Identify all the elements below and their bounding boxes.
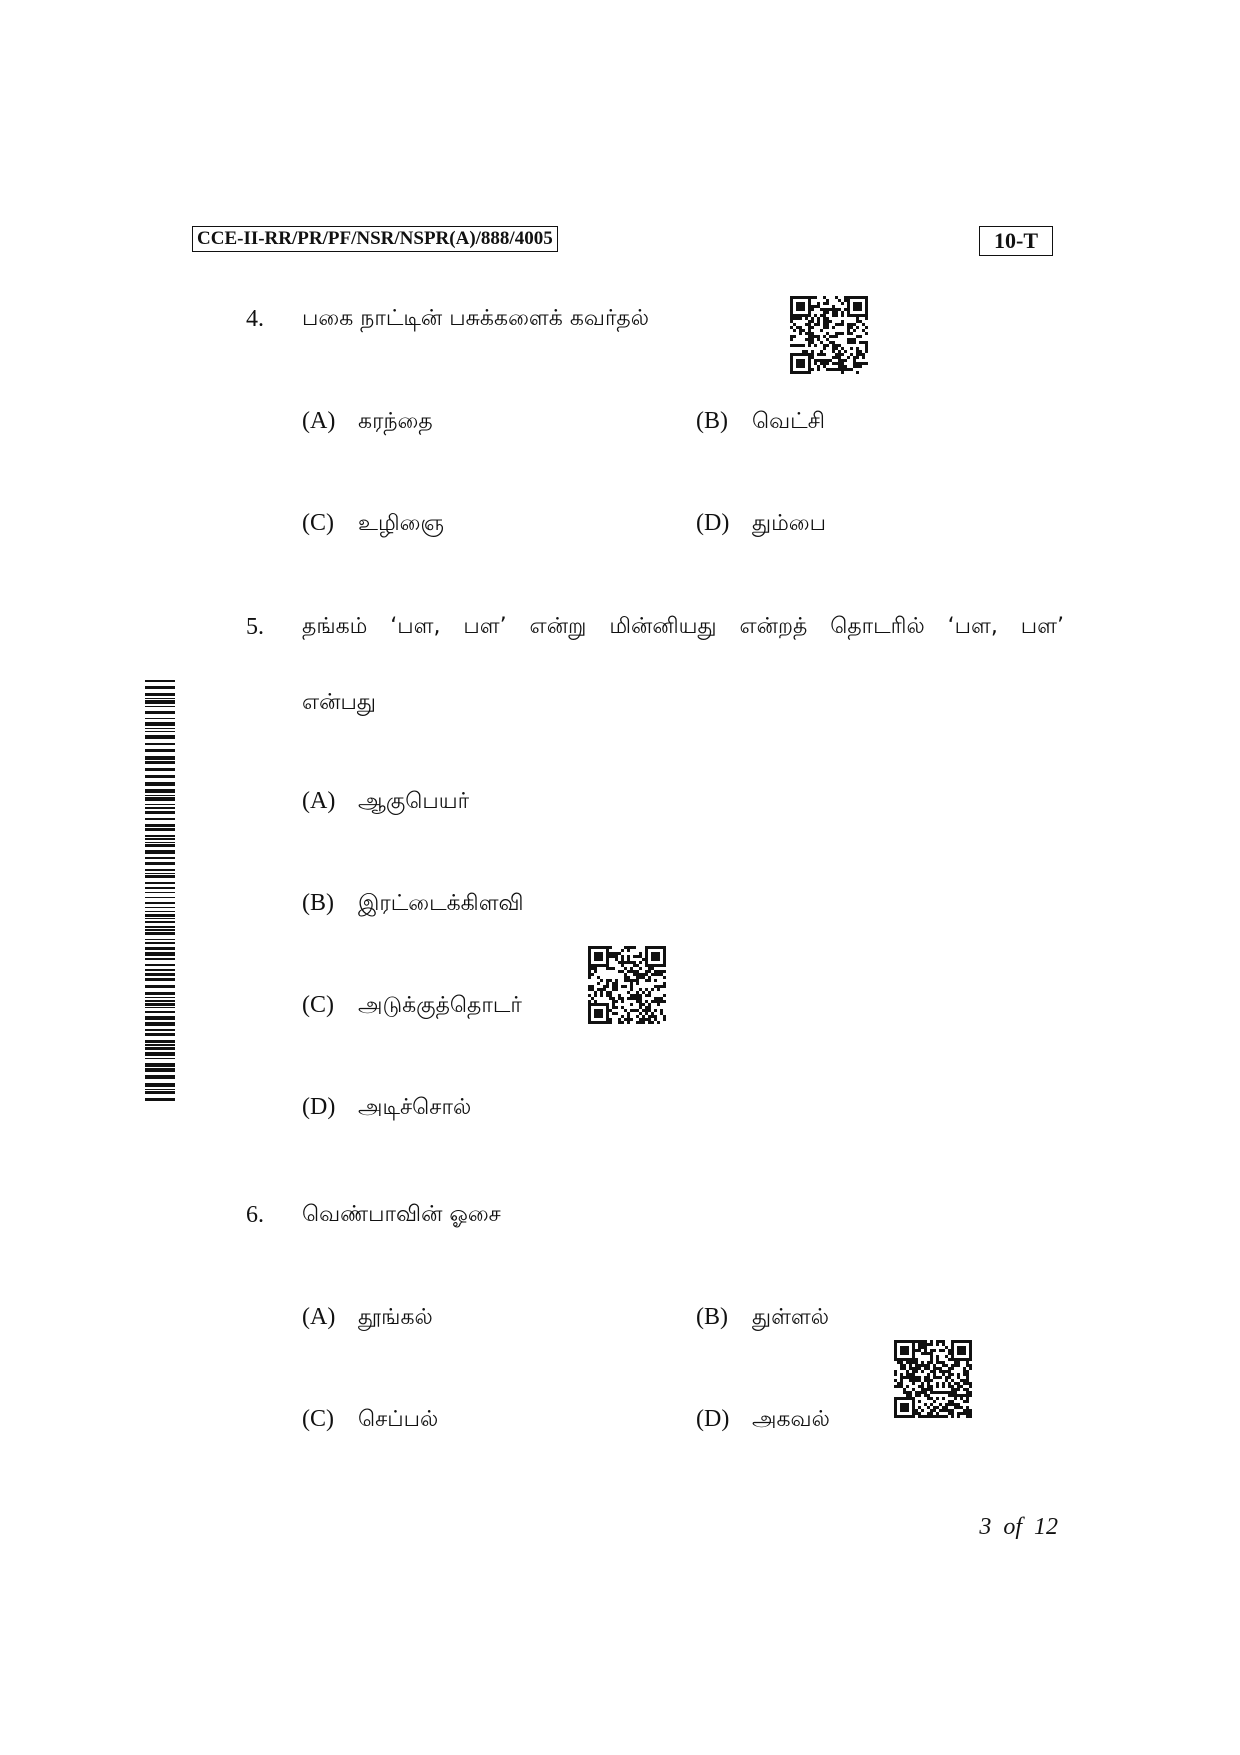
- option-label: (D): [696, 510, 730, 536]
- option-label: (D): [696, 1406, 730, 1432]
- option-label: (A): [302, 1304, 336, 1330]
- option-text: தும்பை: [752, 511, 826, 536]
- option-text: இரட்டைக்கிளவி: [358, 891, 524, 916]
- option-d[interactable]: [696, 508, 826, 539]
- option-a[interactable]: [302, 1302, 433, 1333]
- question-number: 5.: [246, 614, 264, 640]
- page-number: 3 of 12: [979, 1514, 1058, 1540]
- option-b[interactable]: [696, 1302, 829, 1333]
- option-text: செப்பல்: [358, 1407, 439, 1432]
- option-b[interactable]: [302, 888, 524, 919]
- option-text: உழிஞை: [358, 511, 445, 536]
- option-text: தூங்கல்: [358, 1305, 433, 1330]
- option-label: (C): [302, 1406, 334, 1432]
- question-text: பகை நாட்டின் பசுக்களைக் கவர்தல்: [302, 306, 650, 331]
- option-c[interactable]: [302, 508, 444, 539]
- option-label: (B): [302, 890, 334, 916]
- option-a[interactable]: [302, 406, 433, 437]
- option-d[interactable]: [696, 1404, 830, 1435]
- question-number: 4.: [246, 306, 264, 332]
- option-text: கரந்தை: [358, 409, 433, 434]
- option-label: (D): [302, 1094, 336, 1120]
- option-label: (C): [302, 510, 334, 536]
- barcode-icon: [145, 680, 175, 1104]
- option-c[interactable]: [302, 990, 522, 1021]
- option-text: ஆகுபெயர்: [358, 789, 470, 814]
- question-text-line-2: என்பது: [302, 690, 376, 715]
- option-label: (C): [302, 992, 334, 1018]
- qr-code-icon: [894, 1340, 972, 1418]
- option-c[interactable]: [302, 1404, 438, 1435]
- question-number: 6.: [246, 1202, 264, 1228]
- question-text: வெண்பாவின் ஓசை: [302, 1202, 501, 1227]
- qr-code-icon: [588, 946, 666, 1024]
- option-text: அடிச்சொல்: [358, 1095, 472, 1120]
- option-d[interactable]: [302, 1092, 471, 1123]
- option-label: (B): [696, 408, 728, 434]
- option-text: துள்ளல்: [752, 1305, 830, 1330]
- qr-code-icon: [790, 296, 868, 374]
- option-label: (A): [302, 408, 336, 434]
- option-label: (A): [302, 788, 336, 814]
- option-text: அடுக்குத்தொடர்: [358, 993, 522, 1018]
- question-text-line-1: தங்கம் ‘பள, பள’ என்று மின்னியது என்றத் தொடரில் ‘பள, பள’: [302, 614, 1064, 639]
- option-text: அகவல்: [752, 1407, 830, 1432]
- set-code: 10-T: [979, 226, 1053, 256]
- paper-code: CCE-II-RR/PR/PF/NSR/NSPR(A)/888/4005: [192, 226, 558, 252]
- option-a[interactable]: [302, 786, 469, 817]
- option-text: வெட்சி: [752, 409, 825, 434]
- option-label: (B): [696, 1304, 728, 1330]
- option-b[interactable]: [696, 406, 825, 437]
